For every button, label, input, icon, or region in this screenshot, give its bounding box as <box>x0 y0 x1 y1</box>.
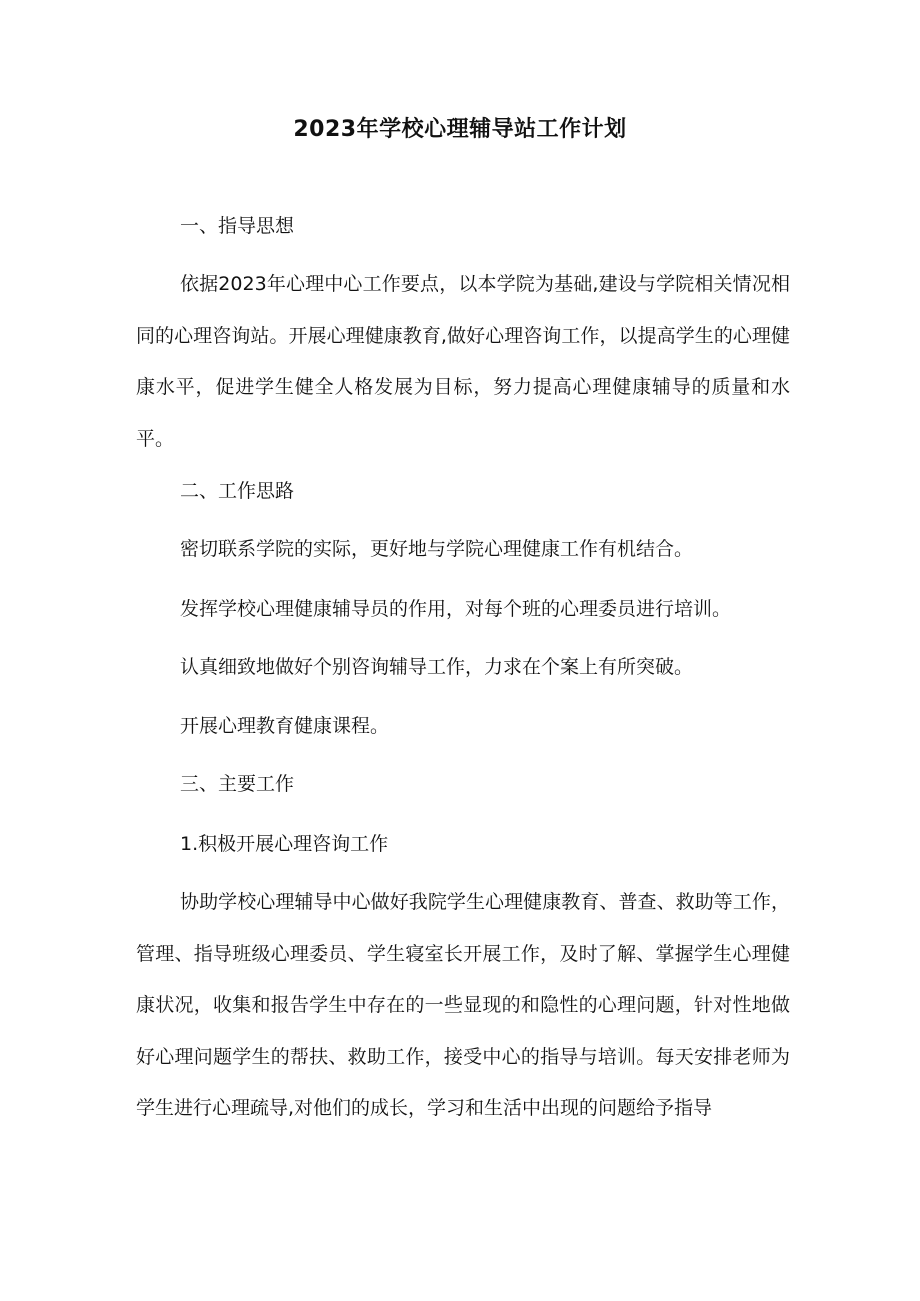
section-heading-main-work: 三、主要工作 <box>180 773 295 795</box>
document-title: 2023年学校心理辅导站工作计划 <box>293 117 627 142</box>
list-item: 密切联系学院的实际，更好地与学院心理健康工作有机结合。 <box>180 538 694 560</box>
paragraph-guiding-ideology: 依据2023年心理中心工作要点，以本学院为基础,建设与学院相关情况相同的心理咨询站。开展心理健康教育,做好心理咨询工作，以提高学生的心理健康水平，促进学生健全人格发展为目标，努力提高心理健康辅导的质量和水平。 <box>136 273 790 450</box>
section-heading-work-approach: 二、工作思路 <box>180 480 295 502</box>
subheading-counseling-work: 1.积极开展心理咨询工作 <box>180 833 389 855</box>
list-item: 发挥学校心理健康辅导员的作用，对每个班的心理委员进行培训。 <box>180 598 732 620</box>
list-item: 认真细致地做好个别咨询辅导工作，力求在个案上有所突破。 <box>180 656 694 678</box>
list-item: 开展心理教育健康课程。 <box>180 715 390 737</box>
paragraph-counseling-work: 协助学校心理辅导中心做好我院学生心理健康教育、普查、救助等工作，管理、指导班级心理委员、学生寝室长开展工作，及时了解、掌握学生心理健康状况，收集和报告学生中存在的一些显现的和隐性的心理问题，针对性地做好心理问题学生的帮扶、救助工作，接受中心的指导与培训。每天安排老师为学生进行心理疏导,对他们的成长，学习和生活中出现的问题给予指导 <box>136 891 790 1119</box>
section-heading-guiding-ideology: 一、指导思想 <box>180 215 295 237</box>
